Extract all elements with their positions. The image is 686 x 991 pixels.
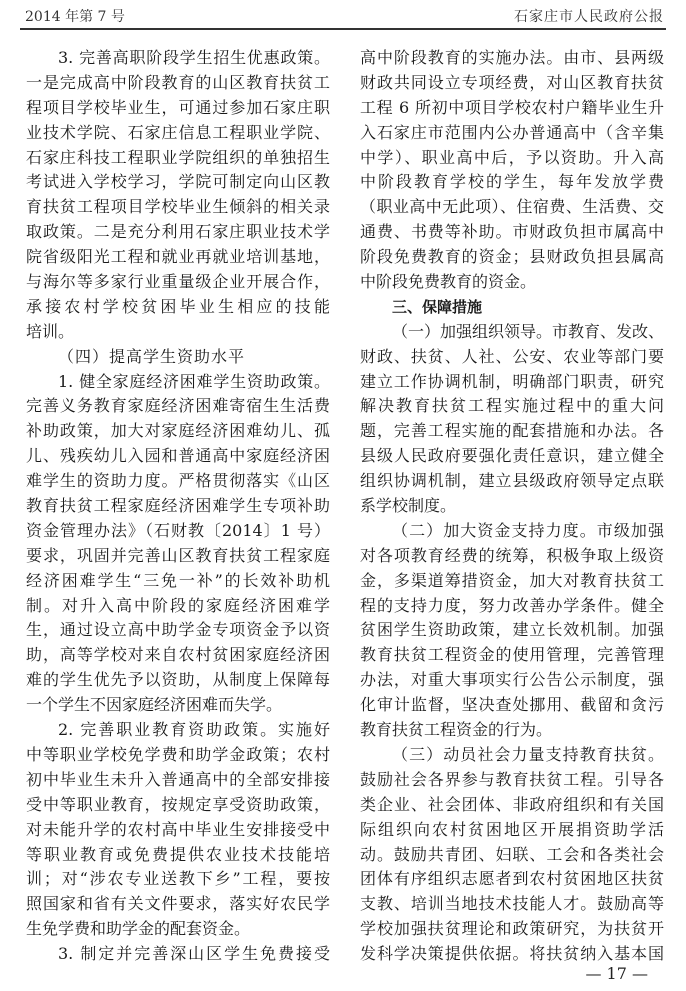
text-line: 培训。 (26, 321, 75, 341)
text-line: （职业高中无此项）、住宿费、生活费、交 (360, 197, 664, 217)
text-line: 初中毕业生未升入普通高中的全部安排接 (26, 769, 330, 789)
text-line: 发科学决策提供依据。将扶贫纳入基本国 (360, 944, 664, 964)
text-line: 对各项教育经费的统筹，积极争取上级资 (360, 545, 664, 565)
text-line: 财政、扶贫、人社、公安、农业等部门要 (360, 346, 664, 366)
left-column (26, 46, 330, 967)
text-line: 补助政策，加大对家庭经济困难幼儿、孤 (26, 421, 330, 441)
text-line: 教育扶贫工程资金的使用管理，完善管理 (360, 645, 664, 665)
issue-label: 2014 年第 7 号 (25, 9, 125, 25)
text-line: 三、保障措施 (392, 297, 483, 316)
text-line: 1. 健全家庭经济困难学生资助政策。 (58, 371, 330, 391)
text-line: 育扶贫工程项目学校毕业生倾斜的相关录 (26, 197, 330, 217)
text-line: 一个学生不因家庭经济困难而失学。 (26, 695, 283, 715)
text-line: 金，多渠道筹措资金，加大对教育扶贫工 (360, 570, 664, 590)
text-line: 院省级阳光工程和就业再就业培训基地， (26, 247, 330, 267)
text-line: 系学校制度。 (360, 496, 457, 516)
subsection-heading (26, 345, 330, 370)
paragraph (360, 743, 664, 967)
text-line: 程的支持力度，努力改善办学条件。健全 (360, 595, 664, 615)
text-line: 际组织向农村贫困地区开展捐资助学活 (360, 819, 664, 839)
text-line: 题，完善工程实施的配套措施和办法。各 (360, 421, 664, 441)
text-line: 与海尔等多家行业重量级企业开展合作， (26, 272, 330, 292)
text-line: 3. 完善高职阶段学生招生优惠政策。 (58, 48, 330, 67)
text-line: 助，高等学校对来自农村贫困家庭经济困 (26, 645, 330, 665)
text-line: 组织协调机制，建立县级政府领导定点联 (360, 471, 664, 491)
text-line: 化审计监督，坚决查处挪用、截留和贪污 (360, 695, 664, 715)
text-line: 取政策。二是充分利用石家庄职业技术学 (26, 222, 330, 242)
paragraph (26, 46, 330, 345)
text-line: （三）动员社会力量支持教育扶贫。 (392, 744, 664, 764)
text-line: （四）提高学生资助水平 (58, 346, 246, 366)
text-line: 团体有序组织志愿者到农村贫困地区扶贫 (360, 869, 664, 889)
text-line: 办法，对重大事项实行公告公示制度，强 (360, 670, 664, 690)
text-line: 阶段免费教育的资金；县财政负担县属高 (360, 247, 664, 267)
text-line: 训；对“涉农专业送教下乡”工程，要按 (26, 869, 330, 889)
section-heading (360, 295, 664, 320)
text-line: 儿、残疾幼儿入园和普通高中家庭经济困 (26, 446, 330, 466)
text-line: 中学）、职业高中后，予以资助。升入高 (360, 147, 664, 167)
text-line: 2. 完善职业教育资助政策。实施好 (58, 720, 330, 740)
text-line: 鼓励社会各界参与教育扶贫工程。引导各 (360, 769, 664, 789)
text-line: 类企业、社会团体、非政府组织和有关国 (360, 794, 664, 814)
text-line: 制。对升入高中阶段的家庭经济困难学 (26, 595, 330, 615)
text-line: 受中等职业教育，按规定享受资助政策， (26, 794, 330, 814)
text-line: 要求，巩固并完善山区教育扶贫工程家庭 (26, 545, 330, 565)
text-line: 3. 制定并完善深山区学生免费接受 (58, 944, 330, 964)
paragraph (26, 718, 330, 942)
text-line: 一是完成高中阶段教育的山区教育扶贫工 (26, 72, 330, 92)
text-line: 中阶段教育学校的学生，每年发放学费 (360, 172, 664, 192)
paragraph (360, 46, 664, 295)
text-line: 通费、书费等补助。市财政负担市属高中 (360, 222, 664, 242)
text-line: 难学生的资助力度。严格贯彻落实《山区 (26, 471, 330, 491)
text-line: 生，通过设立高中助学金专项资金予以资 (26, 620, 330, 640)
text-line: 承接农村学校贫困毕业生相应的技能 (26, 296, 330, 316)
text-line: 中阶段免费教育的资金。 (360, 272, 537, 292)
paragraph (360, 320, 664, 519)
page-number: — 17 — (585, 964, 648, 983)
text-line: 县级人民政府要强化责任意识，建立健全 (360, 446, 664, 466)
text-line: 完善义务教育家庭经济困难寄宿生生活费 (26, 396, 330, 416)
text-line: 财政共同设立专项经费，对山区教育扶贫 (360, 72, 664, 92)
text-line: 贫困学生资助政策，建立长效机制。加强 (360, 620, 664, 640)
text-line: 高中阶段教育的实施办法。由市、县两级 (360, 48, 664, 67)
publication-title: 石家庄市人民政府公报 (514, 9, 664, 25)
text-line: 入石家庄市范围内公办普通高中（含辛集 (360, 122, 664, 142)
text-line: 中等职业学校免学费和助学金政策；农村 (26, 744, 330, 764)
paragraph (26, 370, 330, 718)
text-line: 难的学生优先予以资助，从制度上保障每 (26, 670, 330, 690)
text-line: 教育扶贫工程资金的行为。 (360, 720, 553, 740)
right-column (360, 46, 664, 967)
text-line: 工程 6 所初中项目学校农村户籍毕业生升 (360, 97, 664, 117)
paragraph (26, 942, 330, 967)
text-line: （二）加大资金支持力度。市级加强 (392, 520, 664, 540)
text-line: 建立工作协调机制，明确部门职责，研究 (360, 371, 664, 391)
text-line: 解决教育扶贫工程实施过程中的重大问 (360, 396, 664, 416)
text-line: 支教、培训当地技术技能人才。鼓励高等 (360, 894, 664, 914)
text-line: 生免学费和助学金的配套资金。 (26, 919, 251, 939)
text-line: 石家庄科技工程职业学院组织的单独招生 (26, 147, 330, 167)
text-line: 资金管理办法》（石财教〔2014〕1 号） (26, 520, 330, 540)
text-line: 程项目学校毕业生，可通过参加石家庄职 (26, 97, 330, 117)
text-line: 考试进入学校学习，学院可制定向山区教 (26, 172, 330, 192)
header-rule (20, 28, 666, 30)
paragraph (360, 519, 664, 743)
text-line: 业技术学院、石家庄信息工程职业学院、 (26, 122, 330, 142)
text-line: 经济困难学生“三免一补”的长效补助机 (26, 570, 330, 590)
text-line: 动。鼓励共青团、妇联、工会和各类社会 (360, 844, 664, 864)
text-line: （一）加强组织领导。市教育、发改、 (392, 321, 664, 341)
text-line: 对未能升学的农村高中毕业生安排接受中 (26, 819, 330, 839)
text-line: 等职业教育或免费提供农业技术技能培 (26, 844, 330, 864)
text-line: 教育扶贫工程家庭经济困难学生专项补助 (26, 496, 330, 516)
text-line: 照国家和省有关文件要求，落实好农民学 (26, 894, 330, 914)
text-line: 学校加强扶贫理论和政策研究，为扶贫开 (360, 919, 664, 939)
